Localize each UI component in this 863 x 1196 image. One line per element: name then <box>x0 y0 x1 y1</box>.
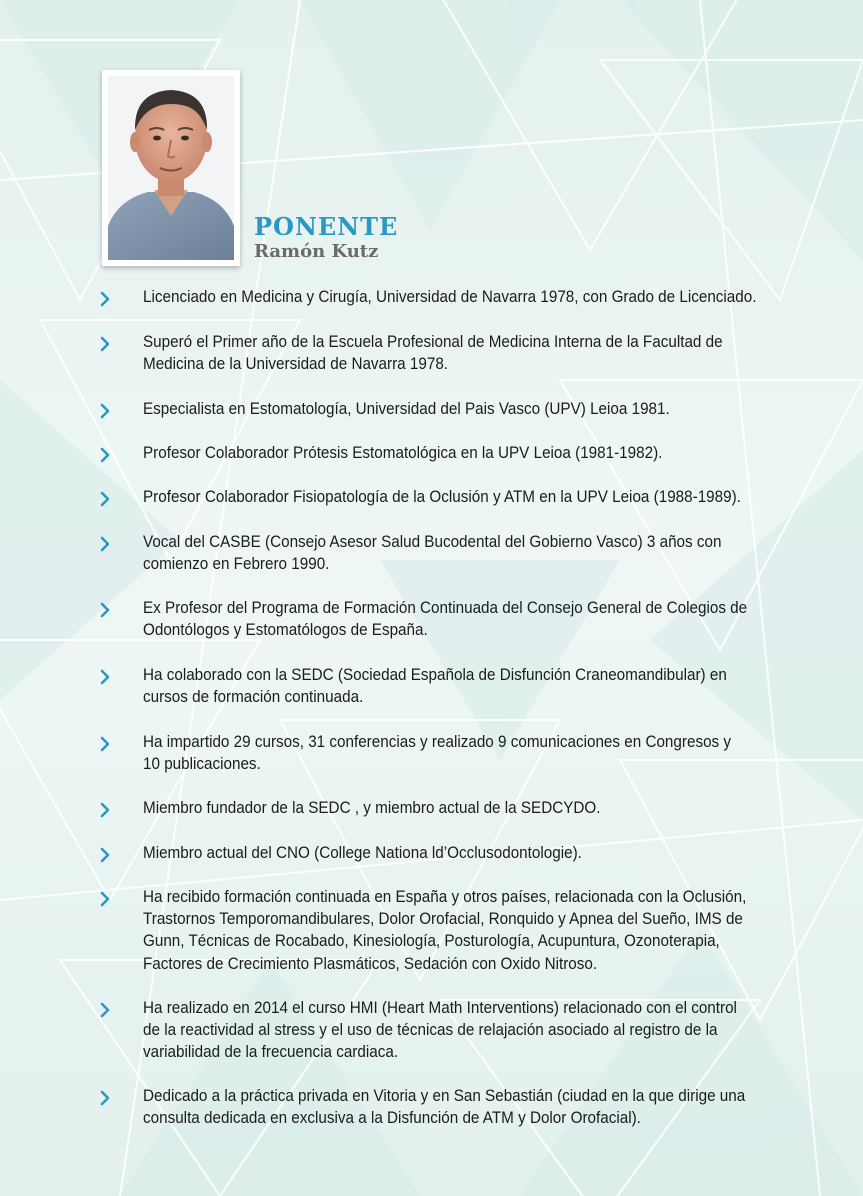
chevron-right-icon <box>99 1002 111 1018</box>
chevron-right-icon <box>99 891 111 907</box>
chevron-right-icon <box>99 802 111 818</box>
chevron-right-icon <box>99 336 111 352</box>
chevron-right-icon <box>99 736 111 752</box>
bio-item-text: Ha colaborado con la SEDC (Sociedad Española de Disfunción Craneomandibular) en cursos de formación continuada. <box>143 666 727 707</box>
bio-item-text: Superó el Primer año de la Escuela Profesional de Medicina Interna de la Facultad de Medicina de la Universidad de Navarra 1978. <box>143 333 723 374</box>
chevron-right-icon <box>99 447 111 463</box>
section-title: PONENTE <box>254 212 399 241</box>
chevron-right-icon <box>99 1090 111 1106</box>
bio-item-text: Especialista en Estomatología, Universidad del Pais Vasco (UPV) Leioa 1981. <box>143 400 670 418</box>
chevron-right-icon <box>99 536 111 552</box>
chevron-right-icon <box>99 669 111 685</box>
chevron-right-icon <box>99 491 111 507</box>
bio-item-text: Ha recibido formación continuada en España y otros países, relacionada con la Oclusión, Trastornos Temporomandibulares, Dolor Orofacial, Ronquido y Apnea del Sueño, IMS de Gunn, Técnicas de Rocabado, Kinesiología, Posturología, Acupuntura, Ozonoterapia, Factores de Crecimiento Plasmáticos, Sedación con Oxido Nitroso. <box>143 888 747 973</box>
speaker-photo <box>102 70 240 266</box>
bio-item-text: Licenciado en Medicina y Cirugía, Universidad de Navarra 1978, con Grado de Licenciado. <box>143 288 757 306</box>
chevron-right-icon <box>99 602 111 618</box>
bio-item-text: Miembro fundador de la SEDC , y miembro actual de la SEDCYDO. <box>143 799 601 817</box>
chevron-right-icon <box>99 291 111 307</box>
bio-item-text: Ha impartido 29 cursos, 31 conferencias y realizado 9 comunicaciones en Congresos y 10 publicaciones. <box>143 733 732 774</box>
bio-item-text: Ha realizado en 2014 el curso HMI (Heart Math Interventions) relacionado con el control de la reactividad al stress y el uso de técnicas de relajación asociado al registro de la variabilidad de la frecuencia cardiaca. <box>143 999 737 1062</box>
bio-item-text: Vocal del CASBE (Consejo Asesor Salud Bucodental del Gobierno Vasco) 3 años con comienzo en Febrero 1990. <box>143 533 722 574</box>
bio-item-text: Profesor Colaborador Prótesis Estomatológica en la UPV Leioa (1981-1982). <box>143 444 663 462</box>
bio-item-text: Dedicado a la práctica privada en Vitoria y en San Sebastián (ciudad en la que dirige una consulta dedicada en exclusiva a la Disfunción de ATM y Dolor Orofacial). <box>143 1087 746 1128</box>
bio-item-text: Ex Profesor del Programa de Formación Continuada del Consejo General de Colegios de Odontólogos y Estomatólogos de España. <box>143 599 748 640</box>
speaker-portrait-icon <box>108 76 234 260</box>
chevron-right-icon <box>99 847 111 863</box>
bio-item-text: Miembro actual del CNO (College Nationa ld’Occlusodontologie). <box>143 844 582 862</box>
speaker-name: Ramón Kutz <box>254 241 379 262</box>
chevron-right-icon <box>99 403 111 419</box>
bio-item-text: Profesor Colaborador Fisiopatología de la Oclusión y ATM en la UPV Leioa (1988-1989). <box>143 488 741 506</box>
